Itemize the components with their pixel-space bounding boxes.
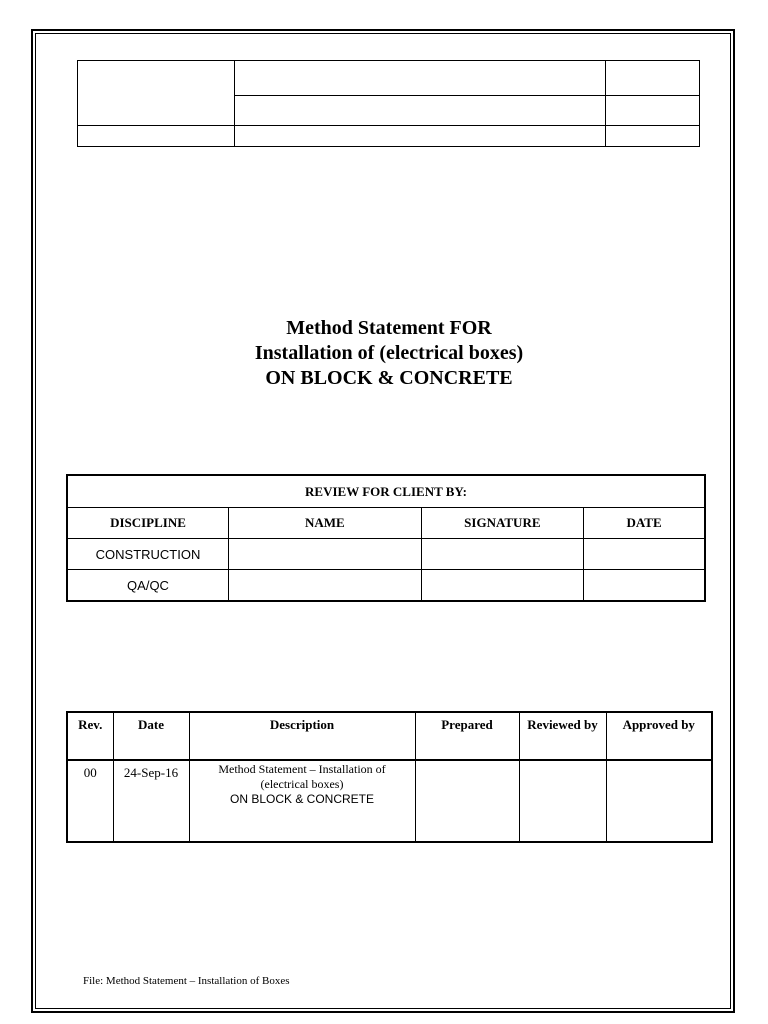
- review-row: [67, 570, 705, 602]
- review-table: [66, 474, 706, 602]
- review-discipline-cell: CONSTRUCTION: [67, 539, 229, 570]
- rev-description-line-2: (electrical boxes): [260, 777, 344, 791]
- rev-date-cell: 24-Sep-16: [113, 760, 189, 842]
- header-title-cell: [235, 126, 606, 147]
- review-discipline-cell: QA/QC: [67, 570, 229, 602]
- review-header-signature: SIGNATURE: [421, 508, 584, 539]
- review-signature-cell: [421, 570, 584, 602]
- rev-header-description: Description: [189, 712, 415, 760]
- header-subject-cell: [235, 96, 606, 126]
- header-table: [77, 60, 700, 147]
- rev-header-date: Date: [113, 712, 189, 760]
- review-header-discipline: DISCIPLINE: [67, 508, 229, 539]
- title-line-3: ON BLOCK & CONCRETE: [265, 367, 513, 389]
- footer-file-label: File: Method Statement – Installation of Boxes: [83, 975, 290, 987]
- revision-row: [67, 760, 712, 842]
- title-line-1: Method Statement FOR: [286, 317, 492, 339]
- review-name-cell: [229, 539, 422, 570]
- rev-number-cell: 00: [67, 760, 113, 842]
- rev-header-rev: Rev.: [67, 712, 113, 760]
- rev-header-approved: Approved by: [606, 712, 712, 760]
- revision-table: [66, 711, 713, 843]
- review-date-cell: [584, 539, 705, 570]
- rev-reviewed-cell: [519, 760, 606, 842]
- review-row: [67, 539, 705, 570]
- review-caption: REVIEW FOR CLIENT BY:: [67, 475, 705, 508]
- review-header-date: DATE: [584, 508, 705, 539]
- header-project-cell: [235, 61, 606, 96]
- rev-description-line-1: Method Statement – Installation of: [218, 762, 386, 776]
- review-date-cell: [584, 570, 705, 602]
- review-header-name: NAME: [229, 508, 422, 539]
- rev-description-cell: [189, 760, 415, 842]
- document-title: [0, 316, 768, 391]
- review-signature-cell: [421, 539, 584, 570]
- rev-prepared-cell: [415, 760, 519, 842]
- rev-header-prepared: Prepared: [415, 712, 519, 760]
- header-logo-cell: [78, 61, 235, 126]
- rev-description-line-3: ON BLOCK & CONCRETE: [229, 792, 375, 806]
- header-rev-cell: [606, 96, 700, 126]
- title-line-2: Installation of (electrical boxes): [254, 342, 524, 364]
- rev-approved-cell: [606, 760, 712, 842]
- header-code-cell: [606, 61, 700, 96]
- rev-header-reviewed: Reviewed by: [519, 712, 606, 760]
- header-ref-cell: [78, 126, 235, 147]
- review-name-cell: [229, 570, 422, 602]
- header-page-cell: [606, 126, 700, 147]
